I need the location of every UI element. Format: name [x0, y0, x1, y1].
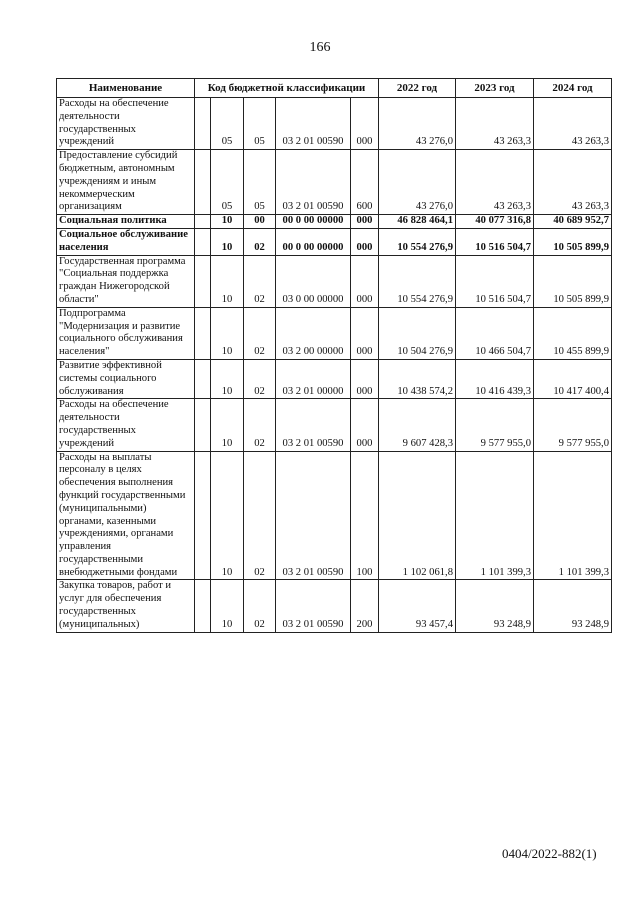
row-spacer — [195, 150, 211, 215]
row-subsection-code: 02 — [244, 580, 276, 632]
row-value-2022: 1 102 061,8 — [379, 451, 456, 580]
row-target-code: 03 2 01 00590 — [276, 150, 351, 215]
row-spacer — [195, 307, 211, 359]
row-name: Социальная политика — [57, 215, 195, 229]
row-subsection-code: 02 — [244, 255, 276, 307]
row-value-2024: 1 101 399,3 — [534, 451, 612, 580]
row-value-2024: 40 689 952,7 — [534, 215, 612, 229]
row-expense-type-code: 000 — [351, 399, 379, 451]
row-value-2022: 93 457,4 — [379, 580, 456, 632]
table-row — [57, 98, 612, 150]
row-value-2023: 1 101 399,3 — [456, 451, 534, 580]
row-name: Расходы на обеспечение деятельности государственных учреждений — [57, 399, 195, 451]
row-value-2024: 10 505 899,9 — [534, 255, 612, 307]
row-subsection-code: 02 — [244, 399, 276, 451]
row-name: Расходы на выплаты персоналу в целях обеспечения выполнения функций государственными (муниципальными) органами, казенными учреждениями, органами управления государственными внебюджетными фондами — [57, 451, 195, 580]
row-value-2022: 43 276,0 — [379, 98, 456, 150]
table-row — [57, 451, 612, 580]
row-expense-type-code: 600 — [351, 150, 379, 215]
table-row — [57, 580, 612, 632]
row-name: Закупка товаров, работ и услуг для обеспечения государственных (муниципальных) — [57, 580, 195, 632]
row-spacer — [195, 359, 211, 398]
table-row — [57, 399, 612, 451]
row-value-2023: 10 466 504,7 — [456, 307, 534, 359]
row-section-code: 10 — [211, 228, 244, 255]
row-value-2024: 10 417 400,4 — [534, 359, 612, 398]
row-value-2024: 10 505 899,9 — [534, 228, 612, 255]
row-section-code: 10 — [211, 215, 244, 229]
row-value-2024: 10 455 899,9 — [534, 307, 612, 359]
row-expense-type-code: 000 — [351, 255, 379, 307]
row-subsection-code: 05 — [244, 150, 276, 215]
row-target-code: 03 2 01 00000 — [276, 359, 351, 398]
row-value-2024: 93 248,9 — [534, 580, 612, 632]
row-subsection-code: 02 — [244, 307, 276, 359]
row-spacer — [195, 215, 211, 229]
row-value-2022: 9 607 428,3 — [379, 399, 456, 451]
row-expense-type-code: 000 — [351, 215, 379, 229]
row-name: Развитие эффективной системы социального обслуживания — [57, 359, 195, 398]
row-section-code: 05 — [211, 150, 244, 215]
row-value-2022: 10 554 276,9 — [379, 228, 456, 255]
row-value-2022: 10 438 574,2 — [379, 359, 456, 398]
row-target-code: 03 2 01 00590 — [276, 451, 351, 580]
row-section-code: 10 — [211, 399, 244, 451]
row-subsection-code: 02 — [244, 228, 276, 255]
row-value-2022: 46 828 464,1 — [379, 215, 456, 229]
table-body — [57, 98, 612, 633]
row-value-2023: 10 516 504,7 — [456, 228, 534, 255]
row-expense-type-code: 000 — [351, 98, 379, 150]
row-value-2023: 43 263,3 — [456, 150, 534, 215]
row-value-2022: 10 554 276,9 — [379, 255, 456, 307]
row-section-code: 10 — [211, 580, 244, 632]
row-spacer — [195, 98, 211, 150]
row-expense-type-code: 100 — [351, 451, 379, 580]
row-section-code: 05 — [211, 98, 244, 150]
row-section-code: 10 — [211, 451, 244, 580]
table-row — [57, 150, 612, 215]
row-value-2023: 9 577 955,0 — [456, 399, 534, 451]
row-value-2023: 10 516 504,7 — [456, 255, 534, 307]
row-value-2023: 93 248,9 — [456, 580, 534, 632]
row-target-code: 03 2 00 00000 — [276, 307, 351, 359]
row-name: Государственная программа "Социальная поддержка граждан Нижегородской области" — [57, 255, 195, 307]
row-target-code: 00 0 00 00000 — [276, 215, 351, 229]
table-row — [57, 255, 612, 307]
row-value-2023: 40 077 316,8 — [456, 215, 534, 229]
document-code: 0404/2022-882(1) — [502, 846, 597, 861]
row-expense-type-code: 000 — [351, 359, 379, 398]
table-row — [57, 215, 612, 229]
row-expense-type-code: 200 — [351, 580, 379, 632]
row-subsection-code: 05 — [244, 98, 276, 150]
row-name: Расходы на обеспечение деятельности государственных учреждений — [57, 98, 195, 150]
row-target-code: 03 0 00 00000 — [276, 255, 351, 307]
header-2023: 2023 год — [456, 79, 534, 98]
row-name: Подпрограмма "Модернизация и развитие социального обслуживания населения" — [57, 307, 195, 359]
row-target-code: 00 0 00 00000 — [276, 228, 351, 255]
row-target-code: 03 2 01 00590 — [276, 399, 351, 451]
row-value-2022: 10 504 276,9 — [379, 307, 456, 359]
row-section-code: 10 — [211, 307, 244, 359]
table-row — [57, 228, 612, 255]
row-subsection-code: 02 — [244, 359, 276, 398]
row-section-code: 10 — [211, 255, 244, 307]
row-value-2022: 43 276,0 — [379, 150, 456, 215]
row-name: Социальное обслуживание населения — [57, 228, 195, 255]
row-spacer — [195, 255, 211, 307]
table-row — [57, 307, 612, 359]
row-subsection-code: 00 — [244, 215, 276, 229]
row-spacer — [195, 399, 211, 451]
header-2024: 2024 год — [534, 79, 612, 98]
row-value-2023: 10 416 439,3 — [456, 359, 534, 398]
table-header-row — [57, 79, 612, 98]
row-value-2024: 43 263,3 — [534, 150, 612, 215]
row-spacer — [195, 228, 211, 255]
row-spacer — [195, 580, 211, 632]
page-number: 166 — [309, 40, 331, 55]
row-name: Предоставление субсидий бюджетным, автономным учреждениям и иным некоммерческим организациям — [57, 150, 195, 215]
header-name: Наименование — [57, 79, 195, 98]
row-expense-type-code: 000 — [351, 307, 379, 359]
row-target-code: 03 2 01 00590 — [276, 98, 351, 150]
row-section-code: 10 — [211, 359, 244, 398]
row-value-2024: 43 263,3 — [534, 98, 612, 150]
row-subsection-code: 02 — [244, 451, 276, 580]
row-value-2024: 9 577 955,0 — [534, 399, 612, 451]
row-target-code: 03 2 01 00590 — [276, 580, 351, 632]
budget-table — [56, 78, 612, 633]
row-spacer — [195, 451, 211, 580]
row-value-2023: 43 263,3 — [456, 98, 534, 150]
table-row — [57, 359, 612, 398]
header-2022: 2022 год — [379, 79, 456, 98]
row-expense-type-code: 000 — [351, 228, 379, 255]
header-code: Код бюджетной классификации — [195, 79, 379, 98]
